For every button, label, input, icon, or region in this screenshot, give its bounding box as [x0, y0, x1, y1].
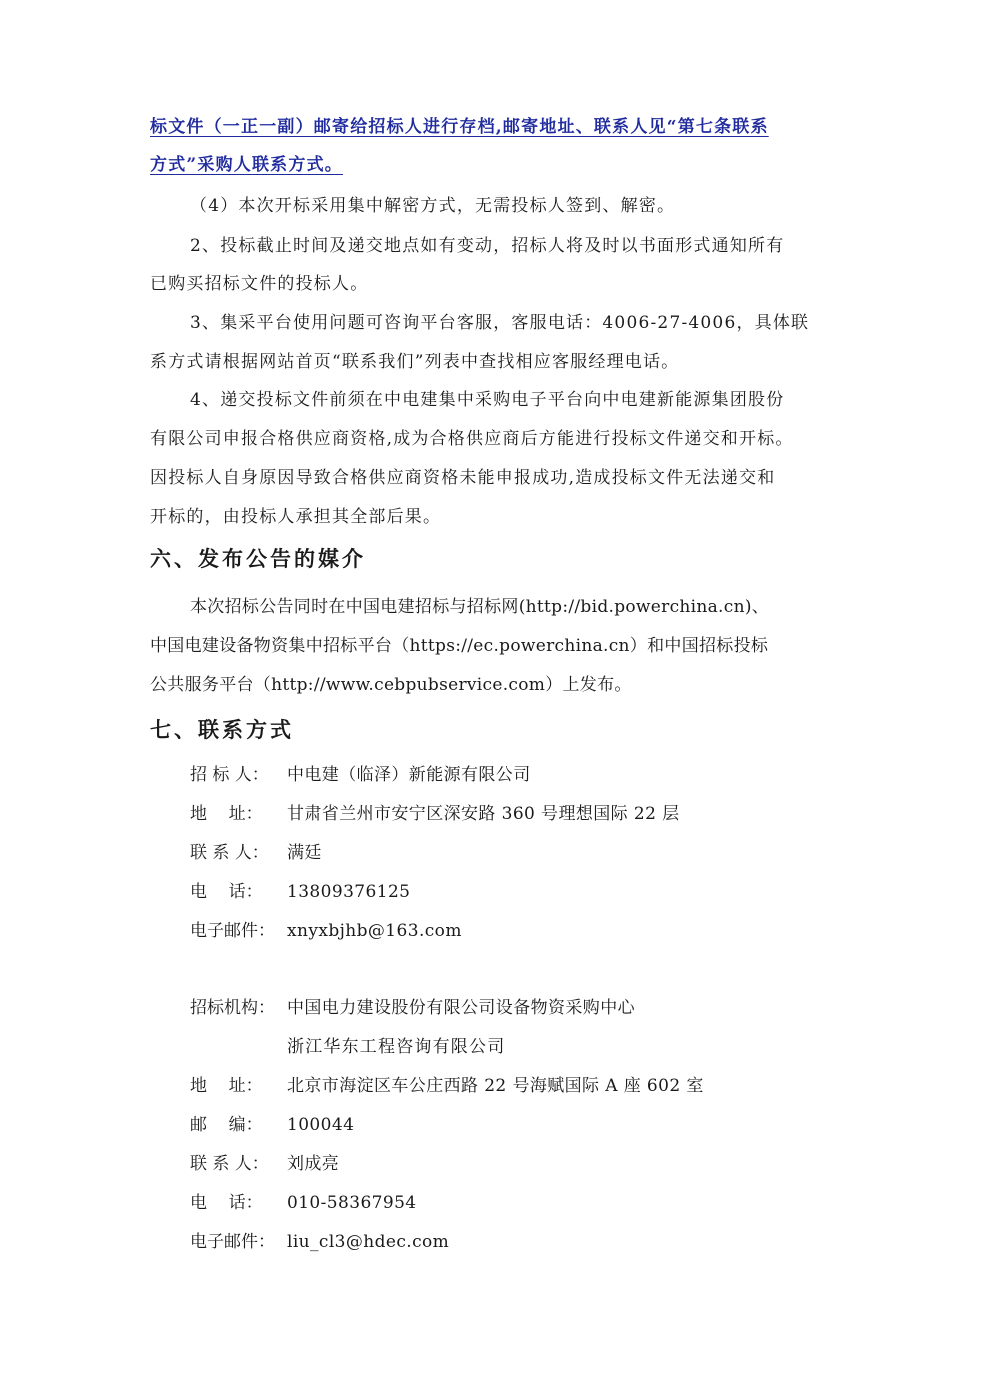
agency-contact: 刘成亮: [287, 1154, 340, 1174]
tenderer-contact-row: [190, 840, 322, 866]
agency-email[interactable]: liu_cl3@hdec.com: [287, 1232, 450, 1252]
section-6-line-3: 公共服务平台（http://www.cebpubservice.com）上发布。: [150, 675, 632, 695]
agency-org-2: 浙江华东工程咨询有限公司: [287, 1037, 506, 1057]
agency-email-label: 电子邮件：: [190, 1232, 275, 1252]
tenderer-phone: 13809376125: [287, 882, 411, 902]
tenderer-email[interactable]: xnyxbjhb@163.com: [287, 921, 462, 941]
agency-address-row: [190, 1073, 704, 1099]
item-4-line-1: 4、递交投标文件前须在中电建集中采购电子平台向中电建新能源集团股份: [190, 390, 785, 410]
tenderer-address: 甘肃省兰州市安宁区深安路 360 号理想国际 22 层: [287, 804, 680, 824]
item-2-line-1: 2、投标截止时间及递交地点如有变动，招标人将及时以书面形式通知所有: [190, 236, 785, 256]
agency-zip: 100044: [287, 1115, 355, 1135]
agency-zip-label: 邮 编：: [190, 1115, 263, 1135]
tenderer-phone-label: 电 话：: [190, 882, 263, 902]
tenderer-name-row: [190, 762, 531, 788]
agency-email-row: [190, 1229, 449, 1255]
tenderer-address-label: 地 址：: [190, 804, 263, 824]
agency-zip-row: [190, 1112, 354, 1138]
section-6-line-2: 中国电建设备物资集中招标平台（https://ec.powerchina.cn）和中国招标投标: [150, 636, 769, 656]
agency-phone-label: 电 话：: [190, 1193, 263, 1213]
section-7-heading: 七、联系方式: [150, 717, 294, 742]
item-4-line-4: 开标的，由投标人承担其全部后果。: [150, 507, 442, 527]
item-4-line-2: 有限公司申报合格供应商资格,成为合格供应商后方能进行投标文件递交和开标。: [150, 429, 794, 449]
mailing-link-line-2[interactable]: 方式”采购人联系方式。: [150, 155, 343, 175]
tenderer-address-row: [190, 801, 680, 827]
item-3-line-1: 3、集采平台使用问题可咨询平台客服，客服电话：4006-27-4006，具体联: [190, 313, 810, 333]
agency-org-1: 中国电力建设股份有限公司设备物资采购中心: [287, 998, 635, 1018]
section-6-line-1: 本次招标公告同时在中国电建招标与招标网(http://bid.powerchina.cn)、: [190, 597, 770, 617]
agency-address: 北京市海淀区车公庄西路 22 号海赋国际 A 座 602 室: [287, 1076, 704, 1096]
mailing-link-line-1[interactable]: 标文件（一正一副）邮寄给招标人进行存档,邮寄地址、联系人见“第七条联系: [150, 117, 769, 137]
paragraph-decryption: （4）本次开标采用集中解密方式，无需投标人签到、解密。: [190, 196, 676, 216]
item-2-line-2: 已购买招标文件的投标人。: [150, 274, 369, 294]
agency-address-label: 地 址：: [190, 1076, 263, 1096]
agency-contact-row: [190, 1151, 339, 1177]
agency-contact-label: 联 系 人：: [190, 1154, 269, 1174]
item-3-line-2: 系方式请根据网站首页“联系我们”列表中查找相应客服经理电话。: [150, 352, 680, 372]
item-4-line-3: 因投标人自身原因导致合格供应商资格未能申报成功,造成投标文件无法递交和: [150, 468, 776, 488]
tenderer-name: 中电建（临泽）新能源有限公司: [287, 765, 531, 785]
tenderer-phone-row: [190, 879, 410, 905]
tenderer-email-label: 电子邮件：: [190, 921, 275, 941]
tenderer-contact: 满廷: [287, 843, 322, 863]
tenderer-email-row: [190, 918, 462, 944]
agency-org-label: 招标机构：: [190, 998, 275, 1018]
tenderer-name-label: 招 标 人：: [190, 765, 269, 785]
agency-phone-row: [190, 1190, 417, 1216]
agency-phone: 010-58367954: [287, 1193, 417, 1213]
tenderer-contact-label: 联 系 人：: [190, 843, 269, 863]
agency-org-row: [190, 995, 635, 1021]
section-6-heading: 六、发布公告的媒介: [150, 546, 366, 571]
